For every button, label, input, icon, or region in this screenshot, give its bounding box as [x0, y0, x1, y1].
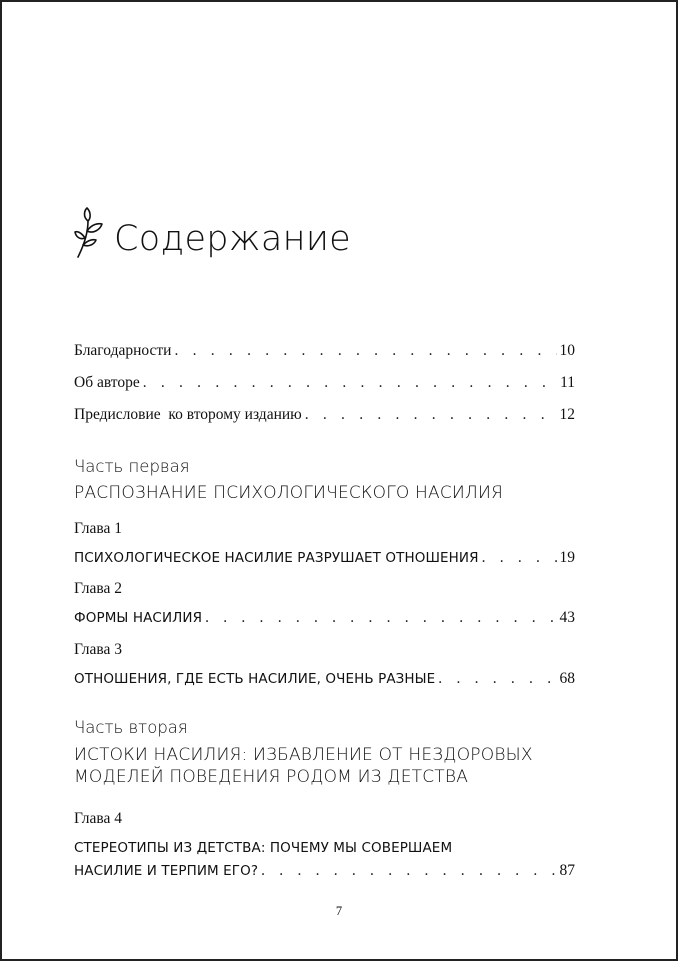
toc-entry-page: 19 [559, 549, 575, 566]
toc-entry-page: 87 [559, 862, 575, 879]
chapter-4-title-line-1: СТЕРЕОТИПЫ ИЗ ДЕТСТВА: ПОЧЕМУ МЫ СОВЕРШАЕМ [74, 840, 453, 856]
chapter-title: ПСИХОЛОГИЧЕСКОЕ НАСИЛИЕ РАЗРУШАЕТ ОТНОШЕНИЯ [74, 550, 479, 566]
contents-heading [74, 207, 351, 259]
part-2-title-line-2: МОДЕЛЕЙ ПОВЕДЕНИЯ РОДОМ ИЗ ДЕТСТВА [74, 767, 469, 787]
toc-entry-page: 12 [559, 406, 575, 423]
chapter-2-label: Глава 2 [74, 580, 123, 597]
leaf-icon [74, 207, 104, 259]
page-title: Содержание [114, 219, 352, 259]
toc-entry-page: 11 [560, 374, 575, 391]
chapter-3-label: Глава 3 [74, 641, 123, 658]
part-1-title: РАСПОЗНАНИЕ ПСИХОЛОГИЧЕСКОГО НАСИЛИЯ [74, 483, 503, 503]
toc-entry-chapter-4 [74, 862, 575, 880]
part-2-label: Часть вторая [74, 718, 188, 737]
chapter-title-line-2: НАСИЛИЕ И ТЕРПИМ ЕГО? [74, 863, 259, 879]
toc-entry-chapter-1 [74, 549, 575, 567]
dot-leader [438, 670, 556, 688]
chapter-title: ФОРМЫ НАСИЛИЯ [74, 610, 203, 626]
toc-entry-page: 10 [559, 342, 575, 359]
toc-entry-page: 68 [559, 670, 575, 687]
dot-leader [143, 374, 557, 392]
part-2-title-line-1: ИСТОКИ НАСИЛИЯ: ИЗБАВЛЕНИЕ ОТ НЕЗДОРОВЫХ [74, 745, 533, 765]
toc-entry-label: Благодарности [74, 342, 172, 359]
page-number: 7 [335, 904, 343, 918]
dot-leader [305, 406, 557, 424]
chapter-4-label: Глава 4 [74, 810, 123, 827]
dot-leader [174, 342, 556, 360]
toc-entry-label: Предисловие ко второму изданию [74, 406, 302, 423]
toc-entry-chapter-2 [74, 609, 575, 627]
dot-leader [482, 549, 557, 567]
chapter-1-label: Глава 1 [74, 520, 123, 537]
chapter-title: ОТНОШЕНИЯ, ГДЕ ЕСТЬ НАСИЛИЕ, ОЧЕНЬ РАЗНЫЕ [74, 671, 436, 687]
toc-entry-chapter-3 [74, 670, 575, 688]
part-1-label: Часть первая [74, 457, 190, 476]
dot-leader [205, 609, 556, 627]
dot-leader [261, 862, 556, 880]
toc-entry-about-author [74, 374, 575, 392]
toc-entry-page: 43 [559, 609, 575, 626]
toc-entry-acknowledgments [74, 342, 575, 360]
toc-entry-preface [74, 406, 575, 424]
toc-entry-label: Об авторе [74, 374, 140, 391]
